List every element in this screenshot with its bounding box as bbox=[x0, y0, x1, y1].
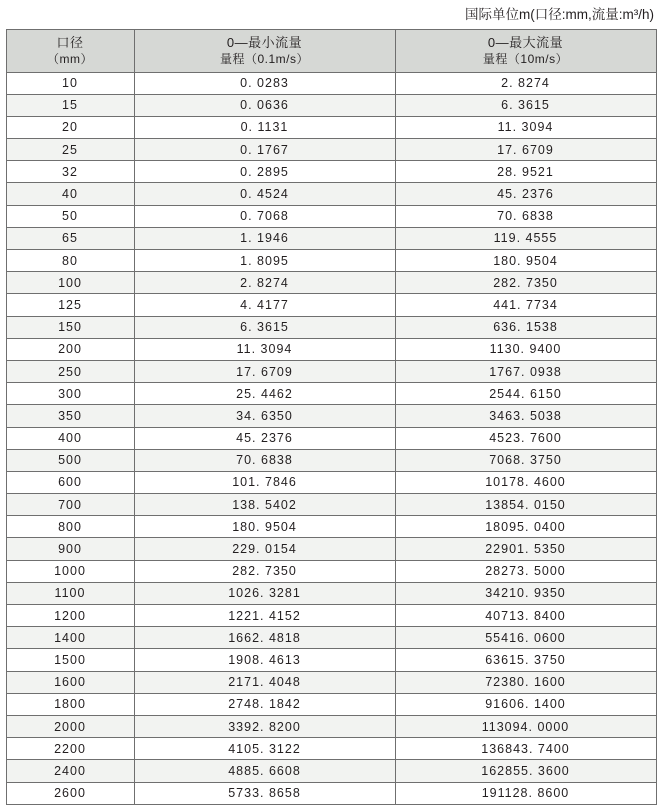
table-row bbox=[6, 272, 656, 294]
cell-diameter: 2000 bbox=[6, 715, 134, 737]
cell-min-flow: 1. 1946 bbox=[134, 227, 395, 249]
cell-min-flow: 0. 4524 bbox=[134, 183, 395, 205]
table-row bbox=[6, 494, 656, 516]
cell-min-flow: 4885. 6608 bbox=[134, 760, 395, 782]
table-row bbox=[6, 605, 656, 627]
cell-min-flow: 0. 2895 bbox=[134, 161, 395, 183]
table-row bbox=[6, 250, 656, 272]
cell-max-flow: 113094. 0000 bbox=[395, 715, 656, 737]
cell-min-flow: 25. 4462 bbox=[134, 383, 395, 405]
cell-diameter: 125 bbox=[6, 294, 134, 316]
cell-max-flow: 6. 3615 bbox=[395, 94, 656, 116]
cell-diameter: 25 bbox=[6, 139, 134, 161]
cell-min-flow: 3392. 8200 bbox=[134, 715, 395, 737]
cell-min-flow: 2748. 1842 bbox=[134, 693, 395, 715]
cell-min-flow: 0. 0636 bbox=[134, 94, 395, 116]
cell-max-flow: 180. 9504 bbox=[395, 250, 656, 272]
cell-diameter: 200 bbox=[6, 338, 134, 360]
cell-min-flow: 1908. 4613 bbox=[134, 649, 395, 671]
table-row bbox=[6, 316, 656, 338]
cell-max-flow: 191128. 8600 bbox=[395, 782, 656, 804]
cell-max-flow: 1767. 0938 bbox=[395, 360, 656, 382]
cell-min-flow: 101. 7846 bbox=[134, 471, 395, 493]
cell-diameter: 1600 bbox=[6, 671, 134, 693]
cell-max-flow: 282. 7350 bbox=[395, 272, 656, 294]
cell-min-flow: 11. 3094 bbox=[134, 338, 395, 360]
table-row bbox=[6, 516, 656, 538]
cell-diameter: 350 bbox=[6, 405, 134, 427]
table-row bbox=[6, 449, 656, 471]
cell-diameter: 2400 bbox=[6, 760, 134, 782]
cell-max-flow: 91606. 1400 bbox=[395, 693, 656, 715]
cell-max-flow: 22901. 5350 bbox=[395, 538, 656, 560]
cell-diameter: 32 bbox=[6, 161, 134, 183]
cell-max-flow: 3463. 5038 bbox=[395, 405, 656, 427]
cell-min-flow: 2171. 4048 bbox=[134, 671, 395, 693]
cell-diameter: 40 bbox=[6, 183, 134, 205]
table-row bbox=[6, 582, 656, 604]
cell-min-flow: 229. 0154 bbox=[134, 538, 395, 560]
cell-diameter: 500 bbox=[6, 449, 134, 471]
cell-diameter: 800 bbox=[6, 516, 134, 538]
cell-max-flow: 63615. 3750 bbox=[395, 649, 656, 671]
cell-diameter: 100 bbox=[6, 272, 134, 294]
cell-diameter: 15 bbox=[6, 94, 134, 116]
cell-max-flow: 11. 3094 bbox=[395, 116, 656, 138]
cell-min-flow: 2. 8274 bbox=[134, 272, 395, 294]
column-header-diameter bbox=[6, 29, 134, 72]
cell-min-flow: 1026. 3281 bbox=[134, 582, 395, 604]
table-row bbox=[6, 161, 656, 183]
cell-max-flow: 136843. 7400 bbox=[395, 738, 656, 760]
table-body bbox=[6, 72, 656, 804]
table-head bbox=[6, 29, 656, 72]
cell-diameter: 1400 bbox=[6, 627, 134, 649]
cell-max-flow: 17. 6709 bbox=[395, 139, 656, 161]
cell-min-flow: 4. 4177 bbox=[134, 294, 395, 316]
cell-min-flow: 45. 2376 bbox=[134, 427, 395, 449]
table-row bbox=[6, 693, 656, 715]
cell-min-flow: 0. 7068 bbox=[134, 205, 395, 227]
cell-diameter: 400 bbox=[6, 427, 134, 449]
column-header-diameter-line2: （mm） bbox=[47, 52, 93, 67]
cell-min-flow: 70. 6838 bbox=[134, 449, 395, 471]
table-row bbox=[6, 405, 656, 427]
cell-diameter: 700 bbox=[6, 494, 134, 516]
table-row bbox=[6, 715, 656, 737]
cell-min-flow: 180. 9504 bbox=[134, 516, 395, 538]
cell-max-flow: 441. 7734 bbox=[395, 294, 656, 316]
cell-max-flow: 7068. 3750 bbox=[395, 449, 656, 471]
cell-diameter: 50 bbox=[6, 205, 134, 227]
cell-min-flow: 4105. 3122 bbox=[134, 738, 395, 760]
column-header-max-flow-line1: 0—最大流量 bbox=[487, 34, 564, 50]
cell-max-flow: 162855. 3600 bbox=[395, 760, 656, 782]
table-row bbox=[6, 338, 656, 360]
table-row bbox=[6, 671, 656, 693]
cell-min-flow: 17. 6709 bbox=[134, 360, 395, 382]
table-row bbox=[6, 183, 656, 205]
table-row bbox=[6, 227, 656, 249]
cell-diameter: 150 bbox=[6, 316, 134, 338]
cell-min-flow: 1662. 4818 bbox=[134, 627, 395, 649]
cell-max-flow: 45. 2376 bbox=[395, 183, 656, 205]
cell-min-flow: 5733. 8658 bbox=[134, 782, 395, 804]
cell-min-flow: 282. 7350 bbox=[134, 560, 395, 582]
cell-max-flow: 119. 4555 bbox=[395, 227, 656, 249]
flow-range-table bbox=[6, 29, 657, 805]
cell-min-flow: 0. 1767 bbox=[134, 139, 395, 161]
table-row bbox=[6, 538, 656, 560]
cell-max-flow: 18095. 0400 bbox=[395, 516, 656, 538]
units-caption: 国际单位m(口径:mm,流量:m³/h) bbox=[465, 7, 654, 22]
cell-max-flow: 1130. 9400 bbox=[395, 338, 656, 360]
column-header-min-flow-line2: 量程（0.1m/s） bbox=[219, 52, 309, 67]
cell-diameter: 1000 bbox=[6, 560, 134, 582]
cell-max-flow: 40713. 8400 bbox=[395, 605, 656, 627]
cell-diameter: 250 bbox=[6, 360, 134, 382]
table-header-row bbox=[6, 29, 656, 72]
cell-max-flow: 13854. 0150 bbox=[395, 494, 656, 516]
cell-max-flow: 28273. 5000 bbox=[395, 560, 656, 582]
cell-diameter: 20 bbox=[6, 116, 134, 138]
table-row bbox=[6, 782, 656, 804]
cell-diameter: 1200 bbox=[6, 605, 134, 627]
column-header-max-flow-line2: 量程（10m/s） bbox=[482, 52, 569, 67]
table-row bbox=[6, 94, 656, 116]
cell-diameter: 600 bbox=[6, 471, 134, 493]
cell-min-flow: 0. 1131 bbox=[134, 116, 395, 138]
table-row bbox=[6, 738, 656, 760]
cell-max-flow: 4523. 7600 bbox=[395, 427, 656, 449]
cell-min-flow: 1. 8095 bbox=[134, 250, 395, 272]
column-header-min-flow-line1: 0—最小流量 bbox=[226, 34, 303, 50]
table-row bbox=[6, 649, 656, 671]
cell-max-flow: 636. 1538 bbox=[395, 316, 656, 338]
cell-diameter: 900 bbox=[6, 538, 134, 560]
cell-min-flow: 6. 3615 bbox=[134, 316, 395, 338]
cell-diameter: 1800 bbox=[6, 693, 134, 715]
cell-max-flow: 72380. 1600 bbox=[395, 671, 656, 693]
cell-max-flow: 10178. 4600 bbox=[395, 471, 656, 493]
cell-max-flow: 55416. 0600 bbox=[395, 627, 656, 649]
cell-min-flow: 138. 5402 bbox=[134, 494, 395, 516]
cell-diameter: 80 bbox=[6, 250, 134, 272]
cell-max-flow: 28. 9521 bbox=[395, 161, 656, 183]
cell-diameter: 300 bbox=[6, 383, 134, 405]
table-row bbox=[6, 360, 656, 382]
table-row bbox=[6, 116, 656, 138]
cell-diameter: 10 bbox=[6, 72, 134, 94]
column-header-min-flow bbox=[134, 29, 395, 72]
table-row bbox=[6, 383, 656, 405]
cell-diameter: 2600 bbox=[6, 782, 134, 804]
cell-diameter: 65 bbox=[6, 227, 134, 249]
cell-diameter: 2200 bbox=[6, 738, 134, 760]
table-row bbox=[6, 627, 656, 649]
table-row bbox=[6, 72, 656, 94]
cell-max-flow: 70. 6838 bbox=[395, 205, 656, 227]
cell-min-flow: 34. 6350 bbox=[134, 405, 395, 427]
cell-min-flow: 0. 0283 bbox=[134, 72, 395, 94]
cell-min-flow: 1221. 4152 bbox=[134, 605, 395, 627]
table-row bbox=[6, 294, 656, 316]
cell-diameter: 1100 bbox=[6, 582, 134, 604]
table-row bbox=[6, 471, 656, 493]
table-row bbox=[6, 760, 656, 782]
column-header-diameter-line1: 口径 bbox=[56, 34, 84, 50]
table-row bbox=[6, 139, 656, 161]
cell-max-flow: 2544. 6150 bbox=[395, 383, 656, 405]
cell-max-flow: 2. 8274 bbox=[395, 72, 656, 94]
column-header-max-flow bbox=[395, 29, 656, 72]
cell-diameter: 1500 bbox=[6, 649, 134, 671]
table-row bbox=[6, 205, 656, 227]
table-row bbox=[6, 560, 656, 582]
table-row bbox=[6, 427, 656, 449]
cell-max-flow: 34210. 9350 bbox=[395, 582, 656, 604]
